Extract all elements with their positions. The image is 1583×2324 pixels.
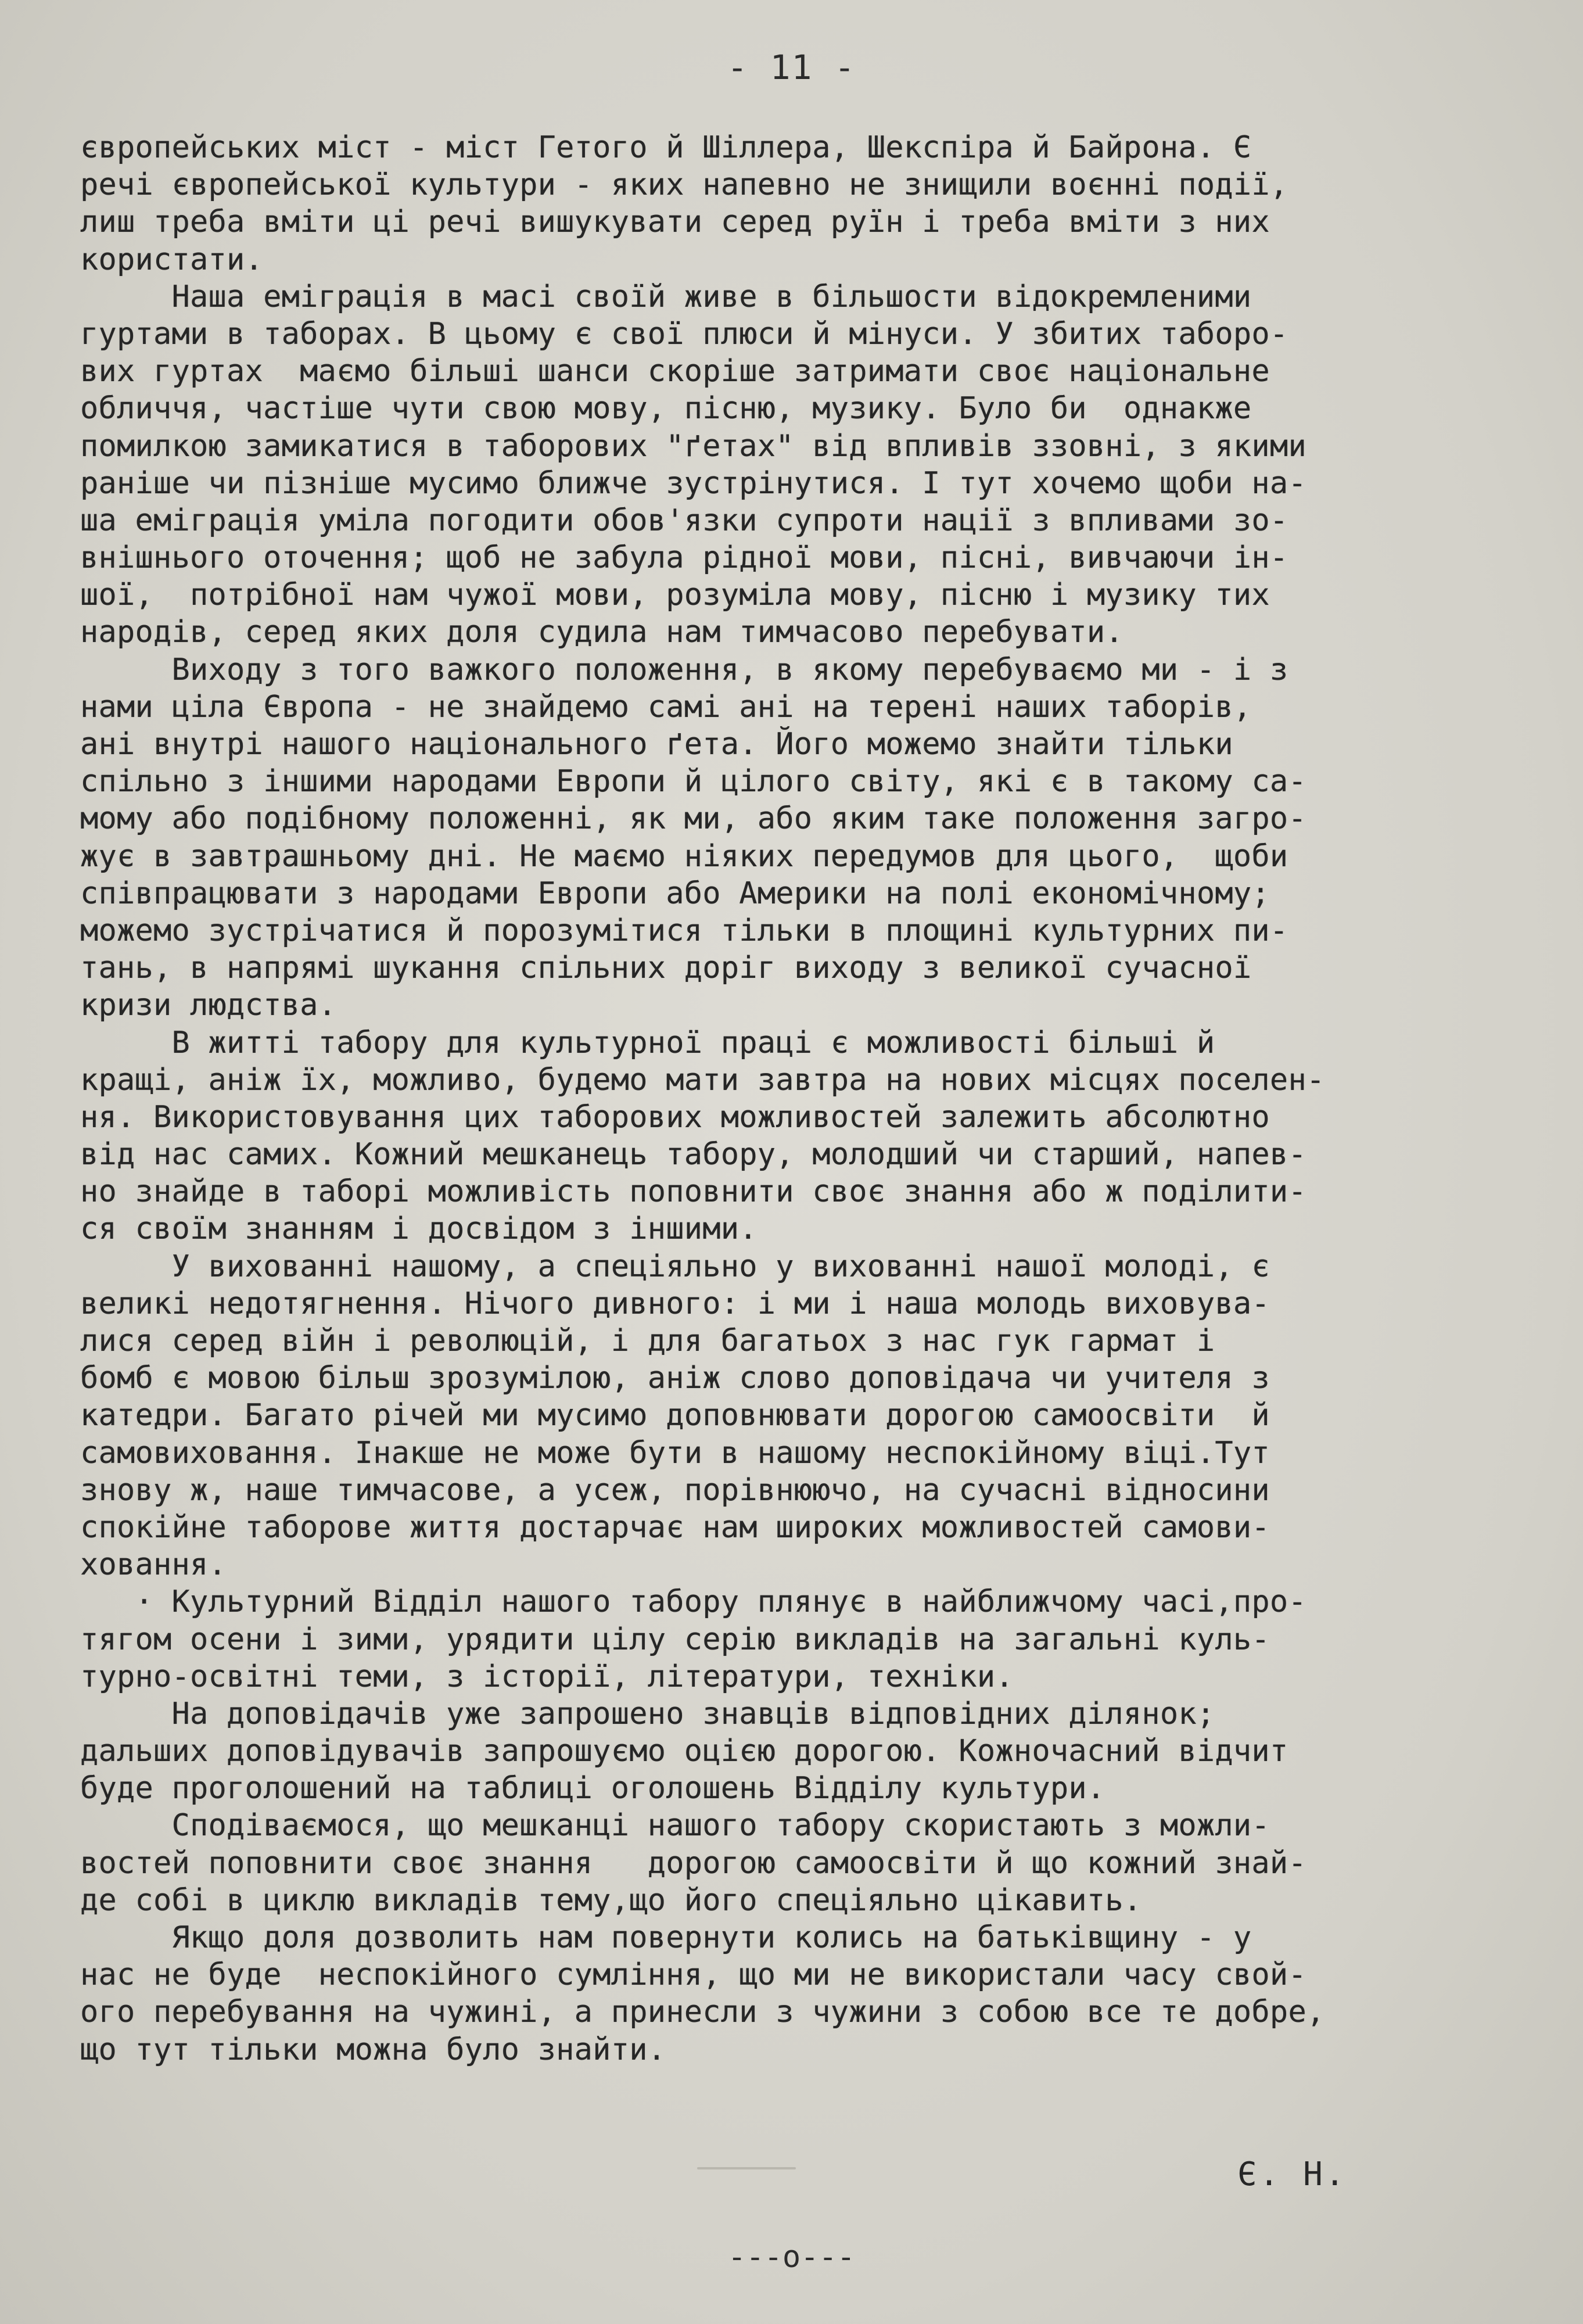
text-line: спокійне таборове життя достарчає нам широких можливостей самови- [80, 1509, 1270, 1545]
text-line: дальших доповідувачів запрошуємо оцією дорогою. Кожночасний відчит [80, 1734, 1288, 1769]
text-line: Наша еміграція в масі своїй живе в більшости відокремленими [80, 279, 1252, 314]
text-line: внішнього оточення; щоб не забула рідної мови, пісні, вивчаючи ін- [80, 540, 1288, 576]
text-line: самовиховання. Інакше не може бути в нашому неспокійному віці.Тут [80, 1435, 1270, 1471]
text-line: помилкою замикатися в таборових "ґетах" від впливів ззовні, з якими [80, 428, 1306, 464]
text-line: Якщо доля дозволить нам повернути колись на батьківщину - у [80, 1920, 1252, 1955]
text-line: користати. [80, 242, 264, 277]
text-line: Виходу з того важкого положення, в якому перебуваємо ми - і з [80, 652, 1288, 687]
text-line: від нас самих. Кожний мешканець табору, молодший чи старший, напев- [80, 1137, 1306, 1172]
text-line: В житті табору для культурної праці є можливості більші й [80, 1025, 1215, 1060]
text-line: де собі в циклю викладів тему,що його спеціяльно цікавить. [80, 1882, 1142, 1918]
text-line: лися серед війн і революцій, і для багатьох з нас гук гармат і [80, 1324, 1215, 1358]
text-line: речі європейської культури - яких напевно не знищили воєнні події, [80, 167, 1288, 203]
text-line: раніше чи пізніше мусимо ближче зустрінутися. І тут хочемо щоби на- [80, 465, 1306, 501]
text-line: турно-освітні теми, з історії, літератури, техніки. [80, 1659, 1014, 1694]
text-line: шої, потрібної нам чужої мови, розуміла мову, пісню і музику тих [80, 578, 1270, 613]
text-line: ого перебування на чужині, а принесли з чужини з собою все те добре, [80, 1995, 1325, 2030]
text-line: мому або подібному положенні, як ми, або яким таке положення загро- [80, 801, 1306, 837]
text-line: обличчя, частіше чути свою мову, пісню, музику. Було би однакже [80, 391, 1252, 426]
text-line: нами ціла Європа - не знайдемо самі ані на терені наших таборів, [80, 689, 1252, 725]
text-line: ша еміграція уміла погодити обов'язки супроти нації з впливами зо- [80, 503, 1288, 538]
text-line: великі недотягнення. Нічого дивного: і ми і наша молодь виховува- [80, 1286, 1270, 1321]
page-number: - 11 - [727, 48, 856, 87]
text-line: можемо зустрічатися й порозумітися тільки в площині культурних пи- [80, 913, 1288, 948]
text-line: кризи людства. [80, 988, 337, 1023]
text-line: жує в завтрашньому дні. Не маємо ніяких передумов для цього, щоби [80, 838, 1288, 874]
text-line: європейських міст - міст Гетого й Шіллера, Шекспіра й Байрона. Є [80, 130, 1252, 165]
text-line: востей поповнити своє знання дорогою самоосвіти й що кожний знай- [80, 1845, 1306, 1881]
text-line: катедри. Багато річей ми мусимо доповнювати дорогою самоосвіти й [80, 1398, 1270, 1433]
text-line: спільно з іншими народами Европи й цілого світу, які є в такому са- [80, 764, 1306, 799]
text-line: На доповідачів уже запрошено знавців відповідних ділянок; [80, 1696, 1215, 1731]
text-line: ховання. [80, 1547, 227, 1583]
text-line: гуртами в таборах. В цьому є свої плюси й мінуси. У збитих таборо- [80, 316, 1288, 352]
text-line: нас не буде неспокійного сумління, що ми не використали часу свой- [80, 1957, 1306, 1993]
text-line: народів, серед яких доля судила нам тимчасово перебувати. [80, 615, 1123, 650]
text-line: бомб є мовою більш зрозумілою, аніж слово доповідача чи учителя з [80, 1361, 1270, 1396]
body-text [80, 129, 1521, 2068]
author-signature: Є. Н. [1237, 2156, 1347, 2193]
text-line: співпрацювати з народами Европи або Америки на полі економічному; [80, 876, 1270, 911]
text-line: знову ж, наше тимчасове, а усеж, порівнюючо, на сучасні відносини [80, 1472, 1270, 1508]
text-line: ня. Використовування цих таборових можливостей залежить абсолютно [80, 1099, 1270, 1135]
text-line: тягом осени і зими, урядити цілу серію викладів на загальні куль- [80, 1622, 1270, 1657]
faint-dash-mark [697, 2167, 796, 2169]
text-line: но знайде в таборі можливість поповнити своє знання або ж поділити- [80, 1174, 1306, 1210]
end-separator: ---о--- [727, 2240, 856, 2275]
text-line: Сподіваємося, що мешканці нашого табору скористають з можли- [80, 1808, 1270, 1844]
text-line: ся своїм знанням і досвідом з іншими. [80, 1211, 758, 1247]
text-line: лиш треба вміти ці речі вишукувати серед руїн і треба вміти з них [80, 205, 1270, 240]
text-line: ані внутрі нашого національного ґета. Його можемо знайти тільки [80, 727, 1233, 762]
text-line: що тут тільки можна було знайти. [80, 2032, 666, 2067]
text-line: вих гуртах маємо більші шанси скоріше затримати своє національне [80, 354, 1270, 389]
text-line: буде проголошений на таблиці оголошень Відділу культури. [80, 1771, 1105, 1806]
text-line: У вихованні нашому, а спеціяльно у вихованні нашої молоді, є [80, 1249, 1270, 1284]
text-line: · Культурний Відділ нашого табору плянує в найближчому часі,про- [80, 1584, 1306, 1620]
text-line: тань, в напрямі шукання спільних доріг виходу з великої сучасної [80, 951, 1252, 986]
text-line: кращі, аніж їх, можливо, будемо мати завтра на нових місцях поселен- [80, 1062, 1325, 1098]
